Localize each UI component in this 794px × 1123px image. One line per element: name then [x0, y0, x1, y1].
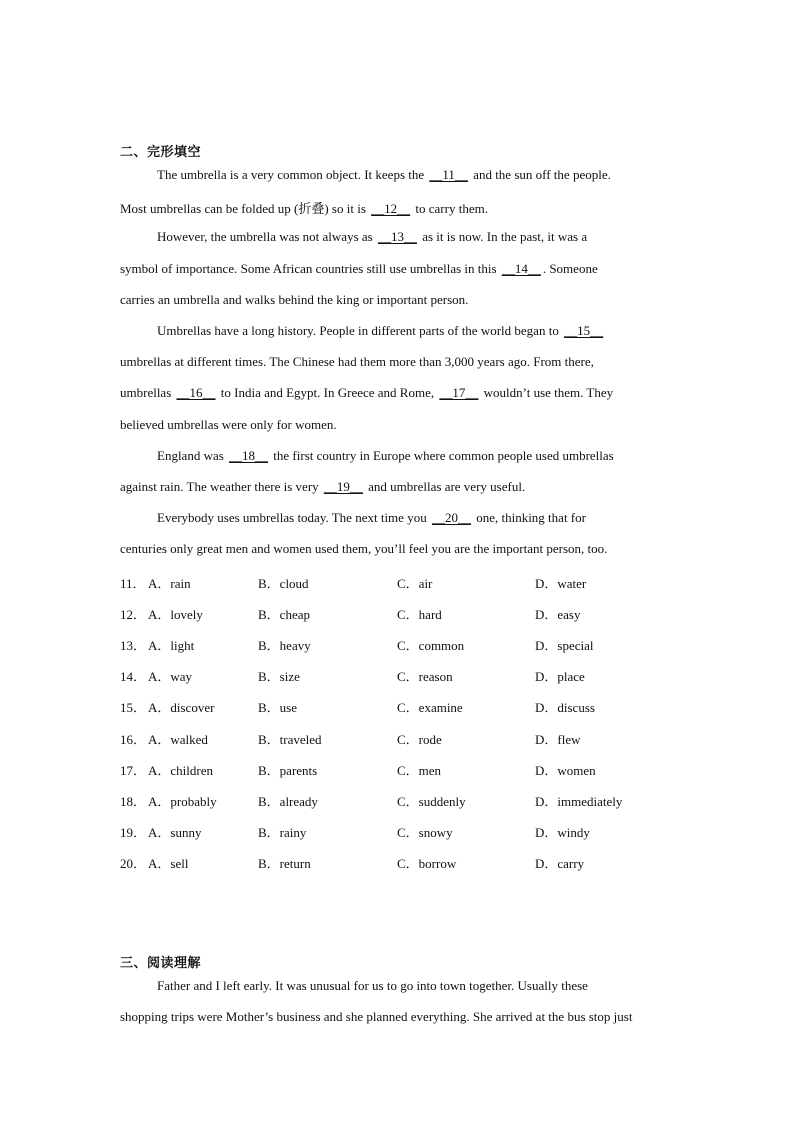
- option-d: D．discuss: [535, 700, 595, 715]
- passage-text: carries an umbrella and walks behind the king or important person.: [120, 292, 469, 307]
- option-a: A．sunny: [148, 825, 202, 840]
- option-b: B．traveled: [258, 732, 322, 747]
- option-a: A．way: [148, 669, 193, 684]
- question-number: 17．: [120, 763, 147, 778]
- question-number: 16．: [120, 732, 147, 747]
- passage-text: England was: [157, 448, 228, 463]
- option-b: B．cheap: [258, 607, 310, 622]
- option-b: B．return: [258, 856, 311, 871]
- question-options-12: [120, 604, 680, 622]
- option-c: C．air: [397, 576, 433, 591]
- question-number: 20．: [120, 856, 147, 871]
- option-a: A．lovely: [148, 607, 203, 622]
- option-c: C．common: [397, 638, 465, 653]
- passage-line: [157, 323, 717, 339]
- passage-text: centuries only great men and women used them, you’ll feel you are the important person, too.: [120, 541, 608, 556]
- question-options-17: [120, 760, 680, 778]
- passage-line: [120, 261, 680, 277]
- option-a: A．walked: [148, 732, 208, 747]
- question-number: 14．: [120, 669, 147, 684]
- option-d: D．easy: [535, 607, 581, 622]
- option-b: B．heavy: [258, 638, 311, 653]
- question-number: 11．: [120, 576, 146, 591]
- passage-text: wouldn’t use them. They: [480, 385, 614, 400]
- passage-line: [157, 510, 717, 526]
- question-options-11: [120, 573, 680, 591]
- question-number: 13．: [120, 638, 147, 653]
- blank-20: __20__: [431, 510, 471, 525]
- passage-line: [120, 479, 680, 495]
- option-b: B．size: [258, 669, 300, 684]
- passage-text: The umbrella is a very common object. It keeps the: [157, 167, 428, 182]
- option-b: B．cloud: [258, 576, 309, 591]
- option-b: B．parents: [258, 763, 318, 778]
- passage-line: [120, 385, 680, 401]
- passage-line: [157, 167, 717, 183]
- option-c: C．suddenly: [397, 794, 466, 809]
- option-b: B．use: [258, 700, 298, 715]
- option-c: C．borrow: [397, 856, 457, 871]
- passage-text: Most umbrellas can be folded up (折叠) so it is: [120, 201, 370, 216]
- passage-text: and the sun off the people.: [469, 167, 611, 182]
- passage-text: against rain. The weather there is very: [120, 479, 322, 494]
- passage-line: [120, 354, 680, 370]
- question-options-16: [120, 729, 680, 747]
- passage-text: However, the umbrella was not always as: [157, 229, 376, 244]
- option-d: D．women: [535, 763, 596, 778]
- blank-17: __17__: [439, 385, 479, 400]
- option-d: D．place: [535, 669, 585, 684]
- passage-text: and umbrellas are very useful.: [364, 479, 526, 494]
- passage-text: Everybody uses umbrellas today. The next time you: [157, 510, 430, 525]
- option-a: A．sell: [148, 856, 189, 871]
- section-heading-cloze: 二、完形填空: [120, 145, 202, 160]
- option-b: B．already: [258, 794, 318, 809]
- blank-16: __16__: [176, 385, 216, 400]
- passage-line: [120, 292, 680, 308]
- option-c: C．reason: [397, 669, 453, 684]
- passage-text: umbrellas at different times. The Chinese had them more than 3,000 years ago. From there,: [120, 354, 594, 369]
- option-a: A．light: [148, 638, 195, 653]
- passage-text: . Someone: [542, 261, 598, 276]
- blank-13: __13__: [377, 229, 417, 244]
- passage-text: to carry them.: [412, 201, 488, 216]
- passage-line: [120, 417, 680, 433]
- passage-text: as it is now. In the past, it was a: [418, 229, 588, 244]
- question-number: 18．: [120, 794, 147, 809]
- blank-12: __12__: [371, 201, 411, 216]
- option-a: A．children: [148, 763, 213, 778]
- option-d: D．windy: [535, 825, 590, 840]
- passage-line: [157, 229, 717, 245]
- passage-line: Father and I left early. It was unusual for us to go into town together. Usually these: [157, 978, 588, 993]
- option-c: C．men: [397, 763, 442, 778]
- passage-text: believed umbrellas were only for women.: [120, 417, 337, 432]
- passage-line: [157, 448, 717, 464]
- passage-text: umbrellas: [120, 385, 175, 400]
- passage-text: to India and Egypt. In Greece and Rome,: [217, 385, 438, 400]
- question-options-13: [120, 635, 680, 653]
- question-number: 12．: [120, 607, 147, 622]
- question-options-18: [120, 791, 680, 809]
- question-number: 15．: [120, 700, 147, 715]
- question-options-19: [120, 822, 680, 840]
- question-options-15: [120, 697, 680, 715]
- question-options-20: [120, 853, 680, 871]
- option-a: A．discover: [148, 700, 215, 715]
- passage-text: Umbrellas have a long history. People in different parts of the world began to: [157, 323, 563, 338]
- section-heading-reading: 三、阅读理解: [120, 956, 202, 971]
- blank-14: __14__: [501, 261, 541, 276]
- passage-text: symbol of importance. Some African countries still use umbrellas in this: [120, 261, 500, 276]
- option-a: A．rain: [148, 576, 191, 591]
- option-c: C．rode: [397, 732, 442, 747]
- blank-19: __19__: [323, 479, 363, 494]
- option-d: D．water: [535, 576, 587, 591]
- option-d: D．flew: [535, 732, 581, 747]
- blank-18: __18__: [229, 448, 269, 463]
- option-d: D．immediately: [535, 794, 623, 809]
- question-options-14: [120, 666, 680, 684]
- option-c: C．examine: [397, 700, 463, 715]
- question-number: 19．: [120, 825, 147, 840]
- option-c: C．snowy: [397, 825, 453, 840]
- blank-11: __11__: [429, 167, 468, 182]
- option-c: C．hard: [397, 607, 442, 622]
- passage-text: the first country in Europe where common people used umbrellas: [270, 448, 614, 463]
- passage-line: [120, 541, 680, 557]
- option-d: D．special: [535, 638, 594, 653]
- option-a: A．probably: [148, 794, 217, 809]
- option-d: D．carry: [535, 856, 585, 871]
- blank-15: __15__: [564, 323, 604, 338]
- passage-line: [120, 198, 680, 217]
- passage-line: shopping trips were Mother’s business and she planned everything. She arrived at the bus stop just: [120, 1009, 633, 1024]
- passage-text: one, thinking that for: [472, 510, 586, 525]
- option-b: B．rainy: [258, 825, 307, 840]
